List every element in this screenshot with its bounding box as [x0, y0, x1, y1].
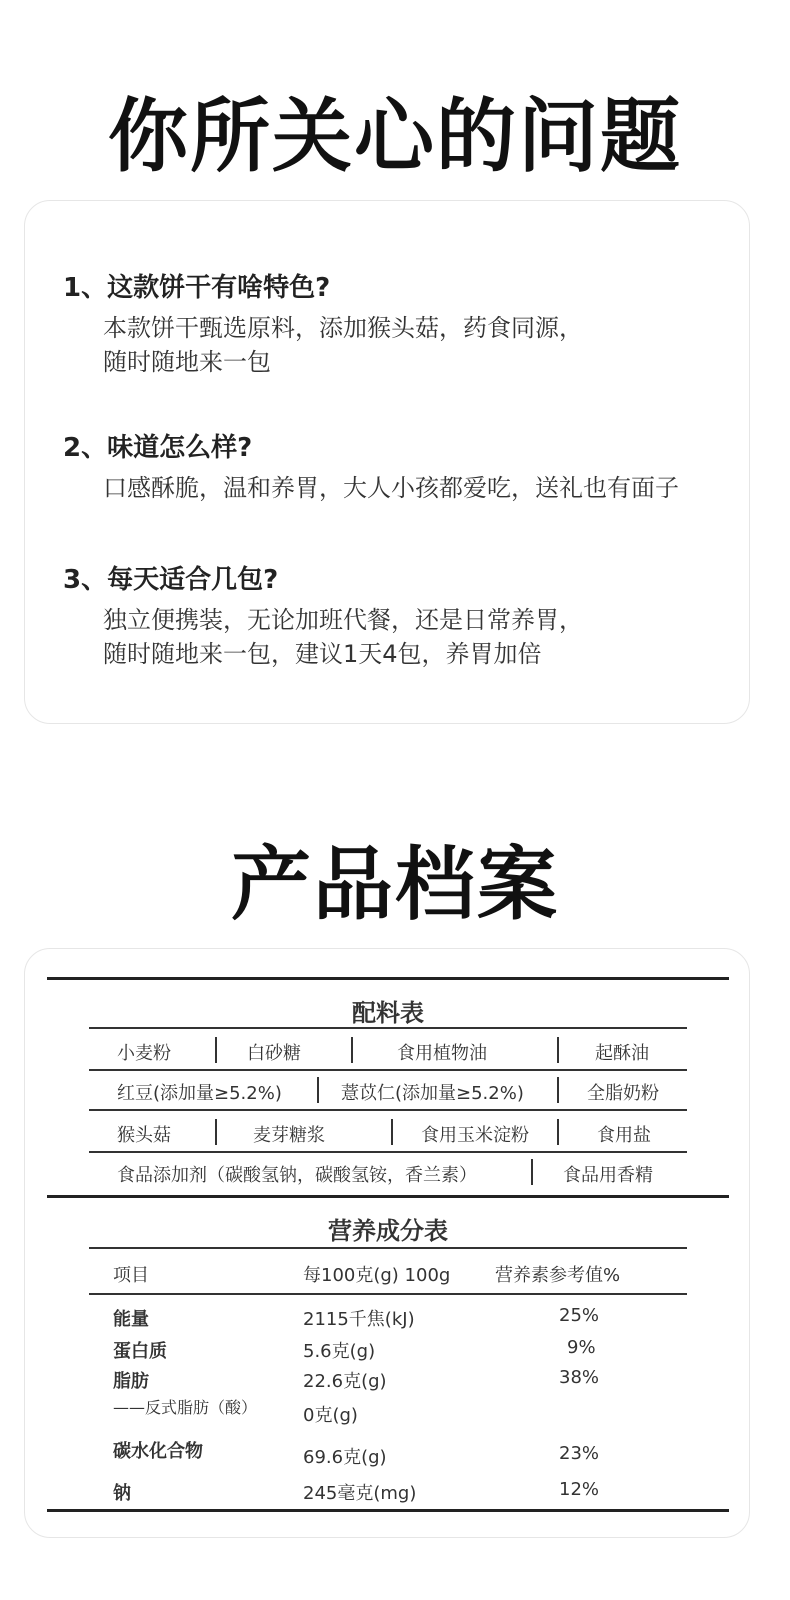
ingredient-cell: 小麦粉	[117, 1043, 171, 1064]
table-middle-rule	[47, 1195, 729, 1198]
profile-section-title: 产品档案	[231, 838, 559, 931]
ingredient-cell: 起酥油	[595, 1043, 649, 1064]
ingredient-cell: 红豆(添加量≥5.2%)	[117, 1083, 282, 1104]
nutrition-header-per100g: 每100克(g) 100g	[303, 1265, 451, 1286]
faq-answer-1-line-2: 随时随地来一包	[103, 348, 271, 376]
ingredient-cell: 全脂奶粉	[587, 1083, 659, 1104]
ingredient-cell: 薏苡仁(添加量≥5.2%)	[341, 1083, 524, 1104]
ingredient-separator	[557, 1077, 559, 1103]
ingredient-cell: 食用玉米淀粉	[421, 1125, 529, 1146]
ingredient-cell: 白砂糖	[247, 1043, 301, 1064]
ingredients-rule-1	[89, 1027, 687, 1029]
nutrient-amount: 5.6克(g)	[303, 1341, 376, 1362]
ingredient-cell: 麦芽糖浆	[253, 1125, 325, 1146]
profile-card	[24, 948, 750, 1538]
ingredient-separator	[557, 1037, 559, 1063]
nutrition-title: 营养成分表	[328, 1217, 448, 1245]
faq-answer-1-line-1: 本款饼干甄选原料，添加猴头菇，药食同源，	[103, 314, 583, 342]
ingredient-separator	[215, 1037, 217, 1063]
faq-question-3: 3、每天适合几包?	[63, 565, 279, 595]
nutrient-name: 钠	[113, 1483, 131, 1504]
nutrient-amount: 69.6克(g)	[303, 1447, 387, 1468]
faq-answer-3-line-1: 独立便携装，无论加班代餐，还是日常养胃，	[103, 606, 583, 634]
nutrient-nrv: 23%	[559, 1443, 600, 1464]
faq-card	[24, 200, 750, 724]
ingredient-separator	[351, 1037, 353, 1063]
nutrient-amount: 0克(g)	[303, 1405, 358, 1426]
ingredients-rule-4	[89, 1151, 687, 1153]
ingredient-separator	[215, 1119, 217, 1145]
nutrition-header-nrv: 营养素参考值%	[495, 1265, 621, 1286]
ingredient-separator	[531, 1159, 533, 1185]
nutrient-name: 能量	[113, 1309, 149, 1330]
nutrient-nrv: 38%	[559, 1367, 600, 1388]
nutrient-nrv: 9%	[567, 1337, 596, 1358]
ingredient-separator	[317, 1077, 319, 1103]
nutrition-rule-1	[89, 1247, 687, 1249]
ingredient-separator	[391, 1119, 393, 1145]
table-top-rule	[47, 977, 729, 980]
ingredients-rule-3	[89, 1109, 687, 1111]
nutrition-header-item: 项目	[113, 1265, 149, 1286]
ingredients-rule-2	[89, 1069, 687, 1071]
ingredient-cell: 食品用香精	[563, 1165, 653, 1186]
nutrient-name-sub: ——反式脂肪（酸）	[113, 1398, 258, 1417]
faq-answer-2-line-1: 口感酥脆，温和养胃，大人小孩都爱吃，送礼也有面子	[103, 474, 679, 502]
nutrition-rule-2	[89, 1293, 687, 1295]
nutrient-name: 碳水化合物	[113, 1441, 203, 1462]
ingredient-separator	[557, 1119, 559, 1145]
ingredient-cell: 食品添加剂（碳酸氢钠，碳酸氢铵，香兰素）	[117, 1165, 477, 1186]
nutrient-name: 蛋白质	[113, 1341, 167, 1362]
faq-question-2: 2、味道怎么样?	[63, 433, 253, 463]
table-bottom-rule	[47, 1509, 729, 1512]
ingredient-cell: 食用盐	[597, 1125, 651, 1146]
faq-answer-3-line-2: 随时随地来一包，建议1天4包，养胃加倍	[103, 640, 542, 668]
nutrient-name: 脂肪	[113, 1371, 149, 1392]
ingredient-cell: 猴头菇	[117, 1125, 171, 1146]
faq-section-title: 你所关心的问题	[108, 90, 682, 183]
nutrient-nrv: 12%	[559, 1479, 600, 1500]
ingredient-cell: 食用植物油	[397, 1043, 487, 1064]
nutrient-nrv: 25%	[559, 1305, 600, 1326]
nutrient-amount: 245毫克(mg)	[303, 1483, 417, 1504]
ingredients-title: 配料表	[352, 999, 424, 1027]
nutrient-amount: 2115千焦(kJ)	[303, 1309, 415, 1330]
nutrient-amount: 22.6克(g)	[303, 1371, 387, 1392]
faq-question-1: 1、这款饼干有啥特色?	[63, 273, 331, 303]
